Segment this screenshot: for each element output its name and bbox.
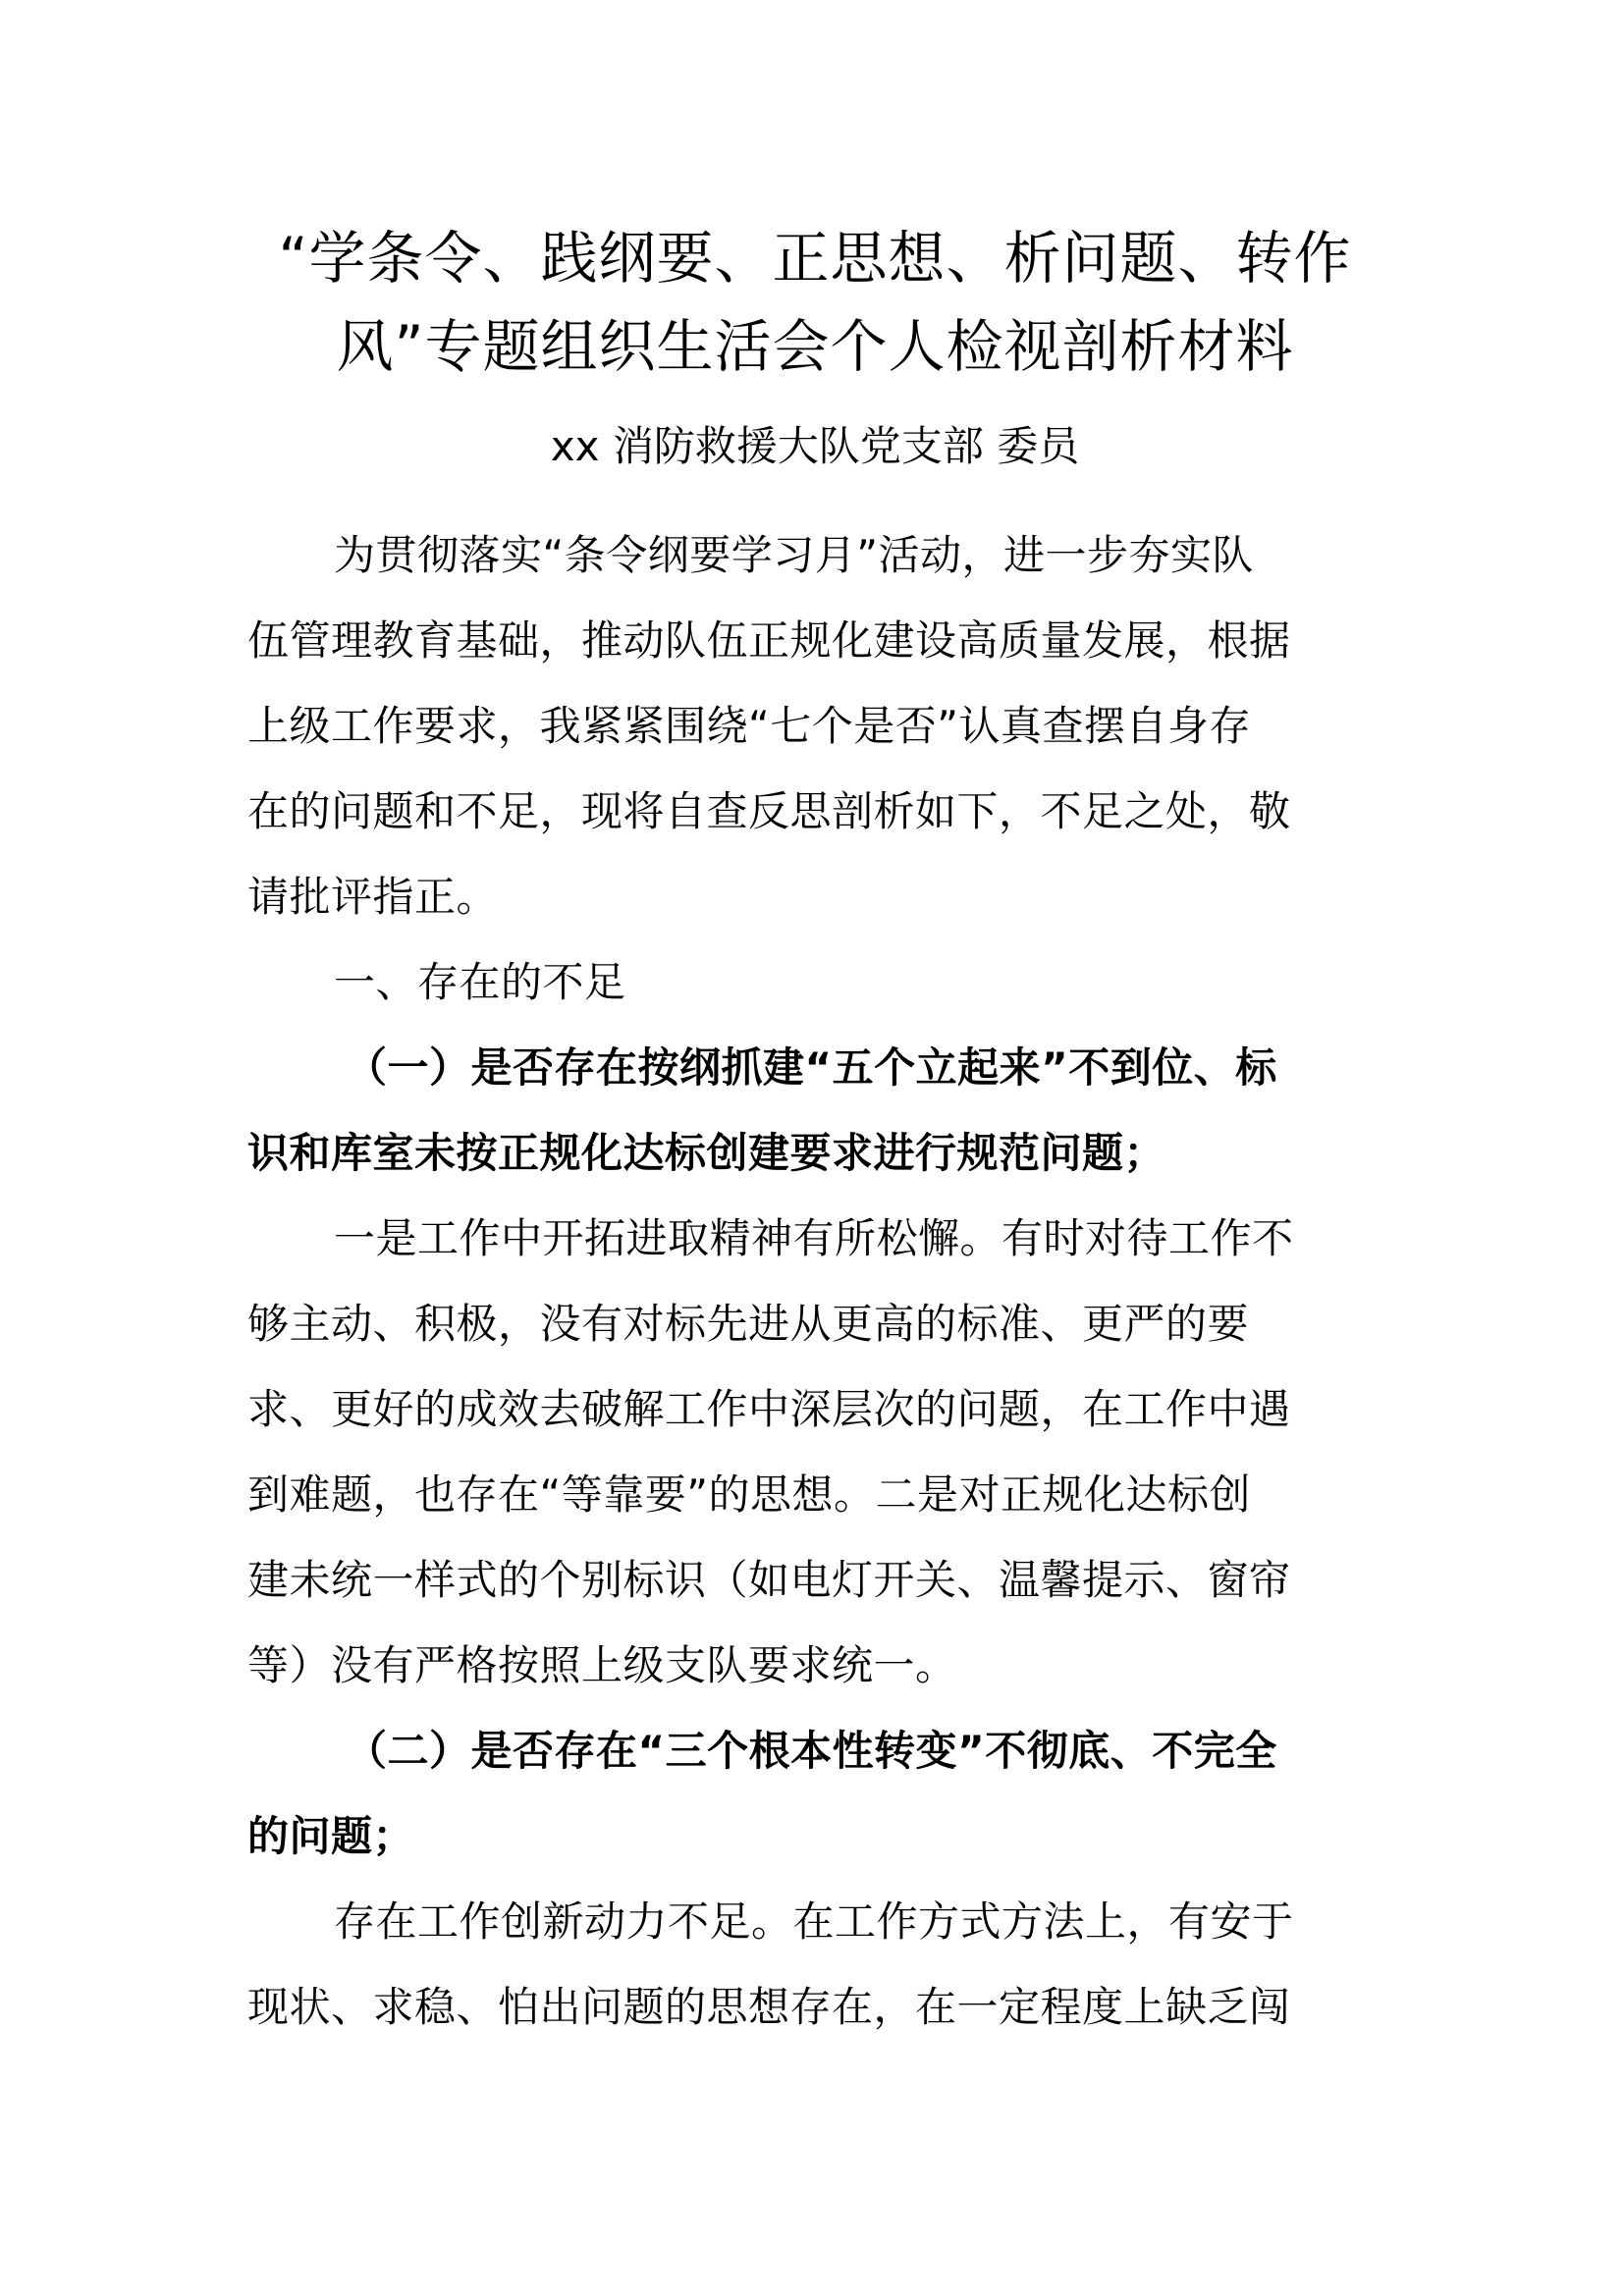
- subsection-2-line-1: 存在工作创新动力不足。在工作方式方法上，有安于: [334, 1897, 1294, 1946]
- intro-line-2: 伍管理教育基础，推动队伍正规化建设高质量发展，根据: [247, 616, 1291, 665]
- subsection-1-line-3: 求、更好的成效去破解工作中深层次的问题，在工作中遇: [247, 1385, 1291, 1433]
- subsection-1-line-1: 一是工作中开拓进取精神有所松懈。有时对待工作不: [334, 1214, 1294, 1262]
- subsection-1-line-5: 建未统一样式的个别标识（如电灯开关、温馨提示、窗帘: [247, 1556, 1291, 1604]
- subsection-1-body: [247, 1196, 1386, 1708]
- intro-paragraph: [247, 512, 1386, 939]
- subsection-2-heading-line-1: （二）是否存在“三个根本性转变”不彻底、不完全: [346, 1727, 1277, 1775]
- subsection-1-heading-line-1: （一）是否存在按纲抓建“五个立起来”不到位、标: [346, 1043, 1277, 1092]
- subsection-2-body: [247, 1879, 1386, 2050]
- intro-line-3: 上级工作要求，我紧紧围绕“七个是否”认真查摆自身存: [247, 702, 1252, 750]
- title-line-2: 风”专题组织生活会个人检视剖析材料: [336, 313, 1294, 380]
- title-line-1: “学条令、践纲要、正思想、析问题、转作: [278, 225, 1352, 292]
- subsection-1-line-4: 到难题，也存在“等靠要”的思想。二是对正规化达标创: [247, 1470, 1252, 1519]
- subsection-2-heading-line-2: 的问题；: [247, 1812, 415, 1860]
- subsection-1-heading-line-2: 识和库室未按正规化达标创建要求进行规范问题；: [247, 1129, 1166, 1177]
- intro-line-1: 为贯彻落实“条令纲要学习月”活动，进一步夯实队: [334, 531, 1255, 579]
- section-1-heading-block: [247, 939, 1386, 1025]
- intro-line-4: 在的问题和不足，现将自查反思剖析如下，不足之处，敬: [247, 787, 1291, 835]
- intro-line-5: 请批评指正。: [247, 873, 499, 921]
- subsection-1-line-6: 等）没有严格按照上级支队要求统一。: [247, 1641, 957, 1689]
- document-title: [245, 214, 1384, 391]
- author-line: xx 消防救援大队党支部 委员: [550, 422, 1080, 470]
- subsection-1-heading: [247, 1025, 1386, 1196]
- section-1-heading: 一、存在的不足: [334, 958, 626, 1006]
- subsection-1-line-2: 够主动、积极，没有对标先进从更高的标准、更严的要: [247, 1300, 1250, 1348]
- subsection-2-line-2: 现状、求稳、怕出问题的思想存在，在一定程度上缺乏闯: [247, 1983, 1291, 2031]
- subsection-2-heading: [247, 1708, 1386, 1879]
